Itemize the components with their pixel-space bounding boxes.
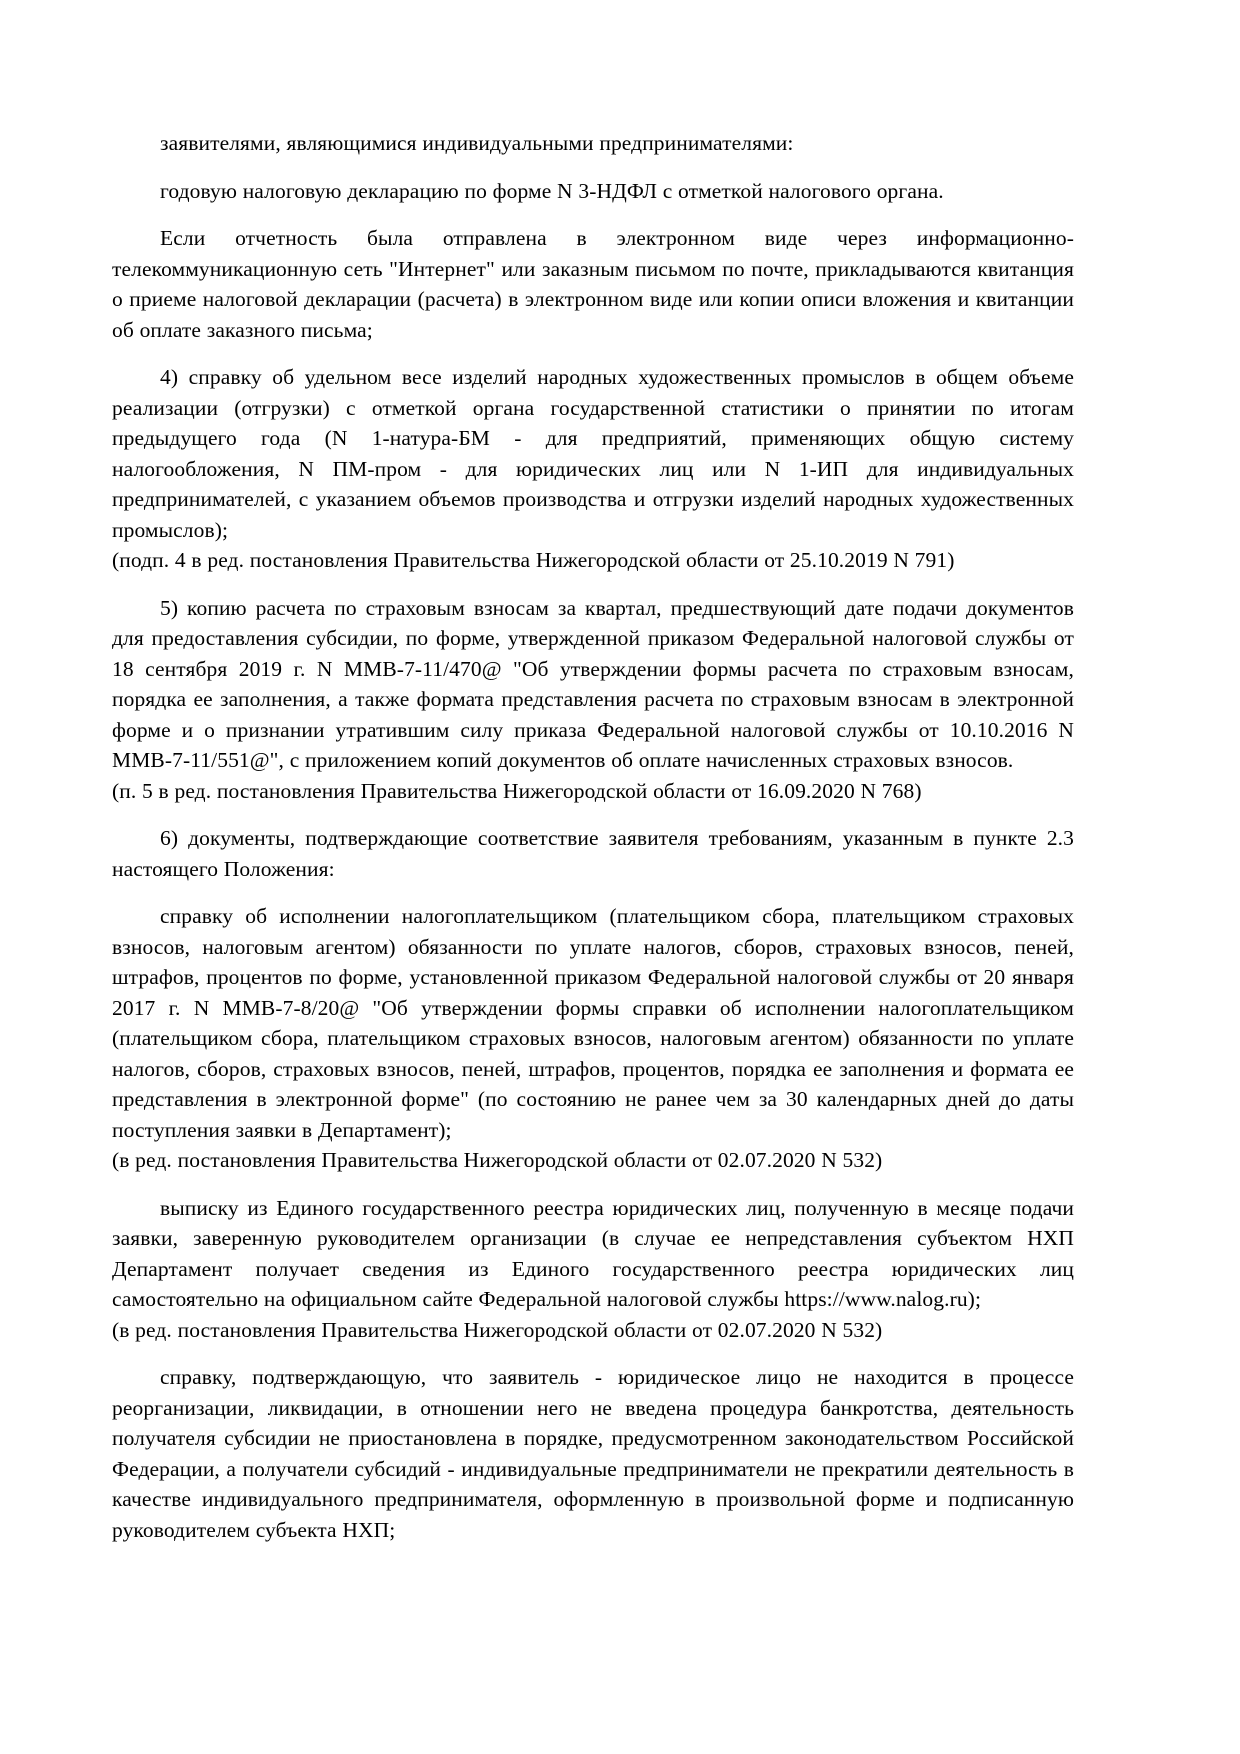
paragraph-egrul-extract: выписку из Единого государственного реестра юридических лиц, полученную в месяце подачи заявки, заверенную руководителем организации (в случае ее непредставления субъектом НХП Департамент получает сведения из Единого государственного реестра юридических лиц самостоятельно на официальном сайте Федеральной налоговой службы https://www.nalog.ru); — [112, 1195, 1074, 1311]
paragraph-applicants-ip: заявителями, являющимися индивидуальными предпринимателями: — [160, 131, 794, 155]
amendment-note-tax-compliance: (в ред. постановления Правительства Нижегородской области от 02.07.2020 N 532) — [112, 1148, 883, 1172]
amendment-note-egrul: (в ред. постановления Правительства Нижегородской области от 02.07.2020 N 532) — [112, 1317, 883, 1342]
paragraph-item-5: 5) копию расчета по страховым взносам за квартал, предшествующий дате подачи документов для предоставления субсидии, по форме, утвержденной приказом Федеральной налоговой службы от 18 сентября 2019 г. N ММВ-7-11/470@ "Об утверждении формы расчета по страховым взносам, порядка ее заполнения, а также формата представления расчета по страховым взносам в электронной форме и о признании утратившим силу приказа Федеральной налоговой службы от 10.10.2016 N ММВ-7-11/551@", с приложением копий документов об оплате начисленных страховых взносов. — [112, 595, 1074, 772]
document-body — [112, 128, 1074, 1562]
paragraph-item-4: 4) справку об удельном весе изделий народных художественных промыслов в общем объеме реализации (отгрузки) с отметкой органа государственной статистики о принятии по итогам предыдущего года (N 1-натура-БМ - для предприятий, применяющих общую систему налогообложения, N ПМ-пром - для юридических лиц или N 1-ИП для индивидуальных предпринимателей, с указанием объемов производства и отгрузки изделий народных художественных промыслов); — [112, 365, 1074, 542]
paragraph-electronic-reporting: Если отчетность была отправлена в электронном виде через информационно-телекоммуникационную сеть "Интернет" или заказным письмом по почте, прикладываются квитанция о приеме налоговой декларации (расчета) в электронном виде или копии описи вложения и квитанции об оплате заказного письма; — [112, 226, 1074, 342]
paragraph-annual-declaration: годовую налоговую декларацию по форме N 3-НДФЛ с отметкой налогового органа. — [160, 178, 944, 203]
paragraph-item-6: 6) документы, подтверждающие соответствие заявителя требованиям, указанным в пункте 2.3 настоящего Положения: — [112, 826, 1074, 881]
amendment-note-item-4: (подп. 4 в ред. постановления Правительства Нижегородской области от 25.10.2019 N 791) — [112, 548, 955, 572]
paragraph-tax-compliance-certificate: справку об исполнении налогоплательщиком (плательщиком сбора, плательщиком страховых взносов, налоговым агентом) обязанности по уплате налогов, сборов, страховых взносов, пеней, штрафов, процентов по форме, установленной приказом Федеральной налоговой службы от 20 января 2017 г. N ММВ-7-8/20@ "Об утверждении формы справки об исполнении налогоплательщиком (плательщиком сбора, плательщиком страховых взносов, налоговым агентом) обязанности по уплате налогов, сборов, страховых взносов, пеней, штрафов, процентов, порядка ее заполнения и формата ее представления в электронной форме" (по состоянию не ранее чем за 30 календарных дней до даты поступления заявки в Департамент); — [112, 904, 1074, 1142]
amendment-note-item-5: (п. 5 в ред. постановления Правительства Нижегородской области от 16.09.2020 N 768) — [112, 778, 922, 803]
paragraph-no-bankruptcy-certificate: справку, подтверждающую, что заявитель - юридическое лицо не находится в процессе реорганизации, ликвидации, в отношении него не введена процедура банкротства, деятельность получателя субсидии не приостановлена в порядке, предусмотренном законодательством Российской Федерации, а получатели субсидий - индивидуальные предприниматели не прекратили деятельность в качестве индивидуального предпринимателя, оформленную в произвольной форме и подписанную руководителем субъекта НХП; — [112, 1365, 1074, 1542]
